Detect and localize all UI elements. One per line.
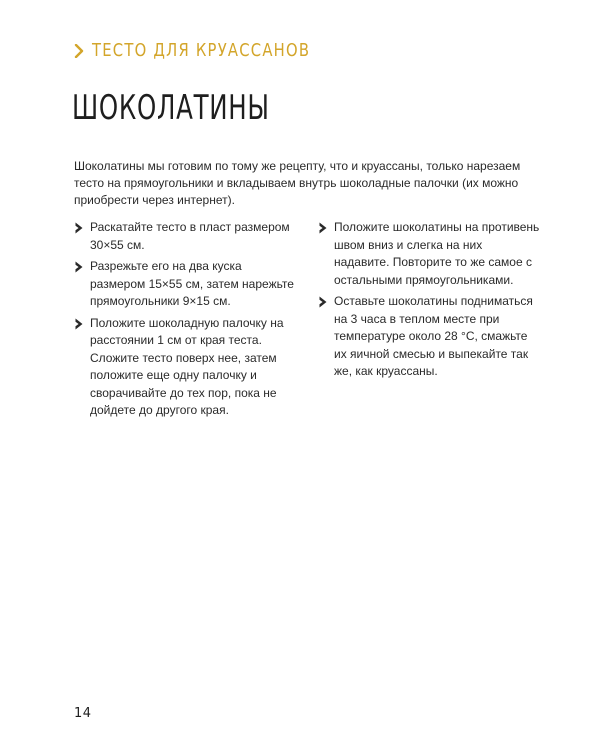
step-item — [74, 219, 296, 254]
section-title: ТЕСТО ДЛЯ КРУАССАНОВ — [92, 40, 311, 61]
step-text: Оставьте шоколатины подниматься на 3 часа в теплом месте при температуре около 28 °C, смажьте их яичной смесью и выпекайте так же, как круассаны. — [334, 294, 533, 378]
chevron-right-icon — [74, 44, 84, 58]
right-column — [318, 219, 540, 385]
step-text: Положите шоколатины на противень швом вниз и слегка на них надавите. Повторите то же самое с остальными прямоугольниками. — [334, 220, 540, 287]
step-item — [318, 219, 540, 289]
chevron-right-icon — [318, 296, 328, 308]
step-item — [74, 315, 296, 420]
page-number: 14 — [74, 706, 92, 721]
chevron-right-icon — [74, 318, 84, 330]
step-item — [318, 293, 540, 381]
step-text: Положите шоколадную палочку на расстоянии 1 см от края теста. Сложите тесто поверх нее, затем положите еще одну палочку и сворачивайте до тех пор, пока не дойдете до другого края. — [90, 315, 284, 417]
step-text: Разрежьте его на два куска размером 15×55 см, затем нарежьте прямоугольники 9×15 см. — [90, 259, 294, 308]
step-text: Раскатайте тесто в пласт размером 30×55 см. — [90, 220, 290, 252]
chevron-right-icon — [74, 222, 84, 234]
step-item — [74, 258, 296, 311]
chevron-right-icon — [74, 261, 84, 273]
intro-paragraph: Шоколатины мы готовим по тому же рецепту, что и круассаны, только нарезаем тесто на прямоугольники и вкладываем внутрь шоколадные палочки (их можно приобрести через интернет). — [74, 159, 521, 207]
left-column — [74, 219, 296, 424]
chevron-right-icon — [318, 222, 328, 234]
running-header — [74, 40, 358, 61]
page-title: ШОКОЛАТИНЫ — [72, 88, 270, 128]
